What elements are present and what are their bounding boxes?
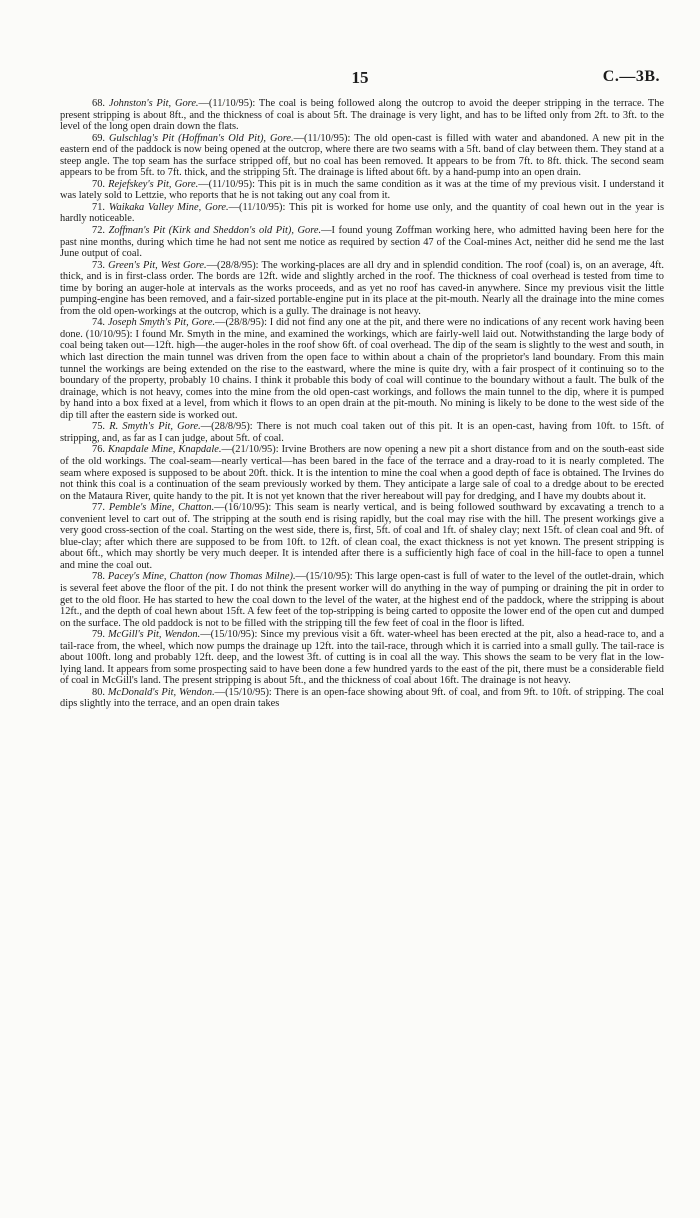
mine-title: Johnston's Pit, Gore.	[108, 98, 199, 109]
paragraph-number: 79.	[92, 629, 105, 641]
mine-title: McGill's Pit, Wendon.	[108, 629, 201, 641]
paragraph-number: 75.	[92, 421, 105, 433]
report-paragraph	[60, 317, 664, 421]
mine-title: McDonald's Pit, Wendon.	[107, 686, 215, 698]
mine-title: R. Smyth's Pit, Gore.	[109, 421, 201, 433]
mine-title: Pemble's Mine, Chatton.	[108, 502, 215, 514]
report-paragraph	[60, 629, 664, 687]
paragraph-number: 76.	[92, 444, 105, 456]
paragraph-number: 74.	[92, 317, 105, 329]
paragraph-text: —(11/10/95): The old open-cast is filled with water and abandoned. A new pit in the eastern end of the paddock is now being opened at the outcrop, where there are two seams with a 5ft. band of clay between them. They stand at a steep angle. The top seam has the surface stripped off, but no coal has been removed. It appears to be from 7ft. to 8ft. thick. The second seam appears to be from 5ft. to 7ft. thick, and the stripping 5ft. The drainage is lifted about 6ft. by a hand-pump into an open drain.	[60, 132, 665, 179]
page-number: 15	[351, 68, 369, 87]
paragraph-text: —(15/10/95): Since my previous visit a 6ft. water-wheel has been erected at the pit, also a head-race to, and a tail-race from, the wheel, which now pumps the drainage up 12ft. into the tail-race, through which it is carried into a small gully. The tail-race is about 100ft. long and probably 12ft. deep, and the lowest 3ft. of cutting is in coal all the way. This shows the seam to be very flat in the low-lying land. It appears from some prospecting said to have been done a few hundred yards to the east of the pit, there must be a considerable field of coal in McGill's land. The present stripping is about 5ft., and the thickness of coal about 16ft. The drainage is not heavy.	[60, 629, 664, 687]
paragraph-number: 70.	[92, 178, 105, 190]
report-paragraph	[60, 179, 664, 202]
paragraph-text: —(11/10/95): This pit is in much the same condition as it was at the time of my previous visit. I understand it was lately sold to Lettzie, who reports that he is not taking out any coal from it.	[60, 178, 664, 202]
paragraph-text: —(15/10/95): This large open-cast is full of water to the level of the outlet-drain, which is several feet above the floor of the pit. I do not think the present worker will do anything in the way of pumping or draining the pit in order to get to the old floor. He has started to hew the coal down to the level of the water, at the highest end of the paddock, where the stripping is about 12ft., and the depth of coal hewn about 15ft. A few feet of the top-stripping is being carted to opposite the lower end of the open cut and dumped on the surface. The old paddock is not to be filled with the stripping till the few feet of coal in the floor is lifted.	[60, 571, 664, 629]
mine-title: Waikaka Valley Mine, Gore.	[108, 201, 229, 213]
paragraph-number: 69.	[92, 132, 105, 144]
paragraph-text: —(15/10/95): There is an open-face showing about 9ft. of coal, and from 9ft. to 10ft. of stripping. The coal dips slightly into the terrace, and an open drain takes	[60, 686, 665, 710]
report-paragraph	[60, 571, 664, 629]
paragraph-number: 78.	[92, 571, 105, 583]
paragraph-number: 68.	[92, 98, 105, 109]
paragraph-text: —(28/8/95): There is not much coal taken out of this pit. It is an open-cast, having from 10ft. to 15ft. of stripping, and, as far as I can judge, about 5ft. of coal.	[60, 421, 664, 444]
page-header	[60, 68, 660, 90]
report-paragraph	[60, 225, 664, 260]
paragraph-text: —(11/10/95): The coal is being followed along the outcrop to avoid the deeper stripping in the terrace. The present stripping is about 8ft., and the thickness of coal is about 5ft. The drainage is very light, and has to be lifted only from 2ft. to 3ft. to the level of the long open drain down the flats.	[60, 98, 664, 133]
mine-title: Rejefskey's Pit, Gore.	[108, 178, 199, 190]
paragraph-number: 80.	[92, 686, 105, 698]
paragraph-number: 77.	[92, 502, 105, 514]
report-paragraph	[60, 444, 664, 502]
report-paragraph	[60, 133, 664, 179]
report-paragraph	[60, 260, 664, 318]
report-paragraph	[60, 687, 664, 710]
mine-title: Gulschlag's Pit (Hoffman's Old Pit), Gore.	[109, 132, 294, 144]
document-code: C.—3B.	[602, 68, 660, 85]
paragraph-text: —I found young Zoffman working here, who admitted having been here for the past nine months, during which time he had not sent me notice as required by section 47 of the Coal-mines Act, neither did he send me the last June output of coal.	[60, 225, 664, 260]
mine-title: Zoffman's Pit (Kirk and Sheddon's old Pit), Gore.	[108, 225, 322, 237]
report-body	[60, 98, 664, 710]
paragraph-number: 73.	[92, 259, 105, 271]
report-paragraph	[60, 98, 664, 133]
paragraph-text: —(28/8/95): I did not find any one at the pit, and there were no indications of any recent work having been done. (10/10/95): I found Mr. Smyth in the mine, and examined the workings, which are fairly-well laid out. Notwithstanding the large body of coal being taken out—12ft. high—the auger-holes in the roof show 6ft. of coal overhead. The dip of the seam is slightly to the west and south, in which last direction the main tunnel was driven from the open face to within about a chain of the proprietor's land boundary. From this main tunnel the workings are being extended on the rise to the eastward, where the mine is quite dry, with a fair prospect of it continuing so to the boundary of the property, probably 10 chains. I think it probable this body of coal will continue to the boundary without a fault. The bulk of the drainage, which is not heavy, comes into the mine from the old open-cast workings, and follows the main tunnel to the dip, where it is pumped by hand into a box fixed at a level, from which it flows to an open drain at the pit-mouth. No mining is likely to be done to the west side of the dip till after the eastern side is worked out.	[60, 317, 664, 421]
paragraph-number: 71.	[92, 201, 105, 213]
paragraph-text: —(11/10/95): This pit is worked for home use only, and the quantity of coal hewn out in the year is hardly noticeable.	[60, 201, 664, 225]
mine-title: Green's Pit, West Gore.	[108, 259, 207, 271]
mine-title: Pacey's Mine, Chatton (now Thomas Milne).	[107, 571, 296, 583]
paragraph-text: —(21/10/95): Irvine Brothers are now opening a new pit a short distance from and on the south-east side of the old workings. The coal-seam—nearly vertical—has been bared in the face of the terrace and a dray-road to it is nearly completed. The seam where exposed is supposed to be about 20ft. thick. It is the intention to mine the coal when a good depth of face is obtained. The Irvines do not think this coal is a continuation of the seam previously worked by them. They anticipate a large sale of coal to a dredge about to be erected on the Mataura River, quite handy to the pit. It is not yet known that the river hereabout will pay for dredging, and I have my doubts about it.	[60, 444, 665, 502]
paragraph-number: 72.	[92, 225, 105, 237]
report-paragraph	[60, 502, 664, 571]
paragraph-text: —(16/10/95): This seam is nearly vertical, and is being followed southward by excavating a trench to a convenient level to cart out of. The stripping at the south end is rising rapidly, but the coal may rise with the hill. The present workings give a very good cross-section of the coal. Starting on the west side, there is, first, 5ft. of coal and 1ft. of shaley clay; next 15ft. of clean coal and 9ft. of blue-clay; after which there are supposed to be from 10ft. to 12ft. of clean coal, the exact thickness is not yet known. The present stripping is about 6ft., which may shortly be very much deeper. It is intended after there is a sufficiently high face of coal in the hill-face to open a tunnel and mine the coal out.	[60, 502, 664, 571]
report-paragraph	[60, 202, 664, 225]
mine-title: Knapdale Mine, Knapdale.	[108, 444, 222, 456]
report-paragraph	[60, 421, 664, 444]
mine-title: Joseph Smyth's Pit, Gore.	[107, 317, 216, 329]
paragraph-text: —(28/8/95): The working-places are all dry and in splendid condition. The roof (coal) is, on an average, 4ft. thick, and is in first-class order. The bords are 12ft. wide and slightly arched in the roof. The thickness of coal overhead is tested from time to time by boring an auger-hole at intervals as the works proceeds, and as yet no roof has caved-in anywhere. Since my previous visit the little pumping-engine has been removed, and a fair-sized portable-engine put in its place at the pit-mouth. Nearly all the drainage into the mine comes from the old open-workings at the outcrop, which is a gully. The drainage is not heavy.	[60, 259, 664, 317]
